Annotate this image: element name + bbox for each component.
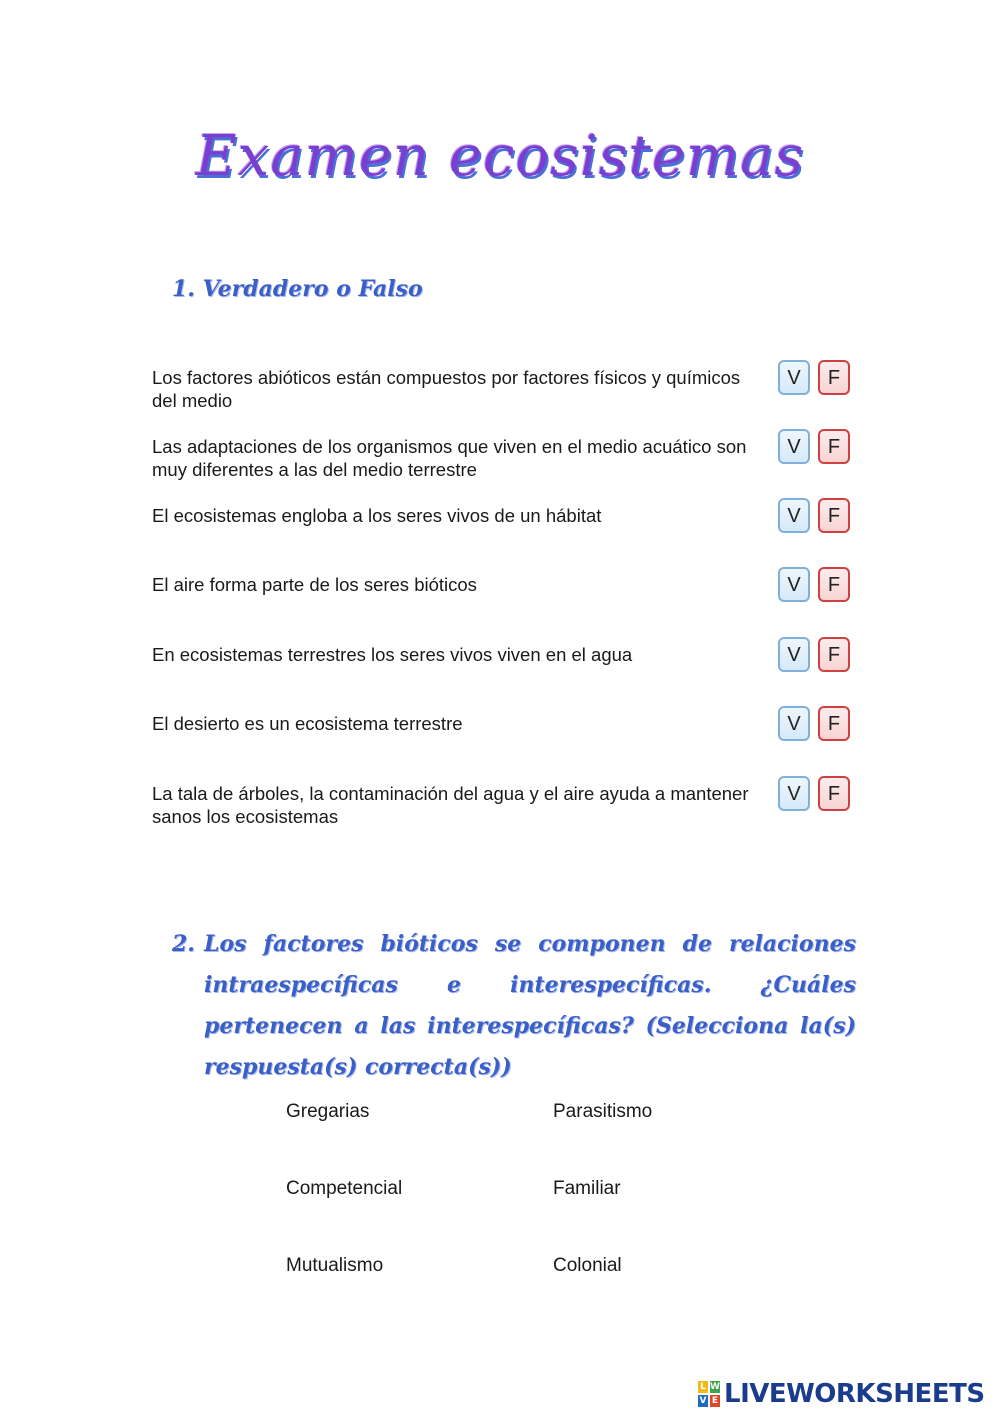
- brand-mark-icon: [698, 1381, 720, 1407]
- false-button[interactable]: F: [818, 360, 850, 395]
- tf-statement: En ecosistemas terrestres los seres vivos viven en el agua: [152, 644, 633, 665]
- brand-mark-letter: E: [711, 1396, 719, 1406]
- false-button[interactable]: F: [818, 706, 850, 741]
- section-2-heading: [172, 924, 856, 1088]
- tf-row: [152, 498, 856, 548]
- true-button[interactable]: V: [778, 567, 810, 602]
- false-button[interactable]: F: [818, 429, 850, 464]
- tf-statement: Las adaptaciones de los organismos que viven en el medio acuático son muy diferentes a las del medio terrestre: [152, 436, 747, 480]
- brand-mark-letter: V: [699, 1396, 707, 1406]
- brand-name: LIVEWORKSHEETS: [724, 1379, 985, 1409]
- answer-option[interactable]: Familiar: [553, 1178, 621, 1199]
- answer-option[interactable]: Parasitismo: [553, 1101, 653, 1122]
- false-button[interactable]: F: [818, 567, 850, 602]
- tf-statement: Los factores abióticos están compuestos por factores físicos y químicos del medio: [152, 367, 741, 411]
- tf-row: [152, 776, 856, 826]
- false-button[interactable]: F: [818, 637, 850, 672]
- tf-row: [152, 429, 856, 479]
- tf-row: [152, 637, 856, 687]
- tf-statement: La tala de árboles, la contaminación del agua y el aire ayuda a mantener sanos los ecosistemas: [152, 783, 749, 827]
- false-button[interactable]: F: [818, 498, 850, 533]
- true-button[interactable]: V: [778, 498, 810, 533]
- true-button[interactable]: V: [778, 776, 810, 811]
- section-1-heading: 1. Verdadero o Falso: [172, 276, 423, 302]
- answer-option[interactable]: Competencial: [286, 1178, 403, 1199]
- brand-mark-letter: L: [698, 1381, 708, 1393]
- tf-statement: El desierto es un ecosistema terrestre: [152, 713, 463, 734]
- tf-statement: El aire forma parte de los seres bióticos: [152, 574, 477, 595]
- brand-logo: [698, 1378, 985, 1410]
- tf-row: [152, 360, 856, 410]
- answer-option[interactable]: Mutualismo: [286, 1255, 384, 1276]
- question-text: Los factores bióticos se componen de relaciones intraespecíficas e interespecíficas. ¿Cuáles pertenecen a las interespecíficas? (Selecciona la(s) respuesta(s) correcta(s)): [204, 931, 856, 1080]
- question-number: 2.: [172, 931, 195, 957]
- true-button[interactable]: V: [778, 637, 810, 672]
- true-button[interactable]: V: [778, 360, 810, 395]
- tf-row: [152, 706, 856, 756]
- page-title: Examen ecosistemas: [195, 124, 805, 189]
- tf-row: [152, 567, 856, 617]
- answer-option[interactable]: Gregarias: [286, 1101, 370, 1122]
- false-button[interactable]: F: [818, 776, 850, 811]
- true-button[interactable]: V: [778, 706, 810, 741]
- true-button[interactable]: V: [778, 429, 810, 464]
- answer-option[interactable]: Colonial: [553, 1255, 622, 1276]
- tf-statement: El ecosistemas engloba a los seres vivos de un hábitat: [152, 505, 602, 526]
- brand-mark-letter: W: [710, 1382, 720, 1392]
